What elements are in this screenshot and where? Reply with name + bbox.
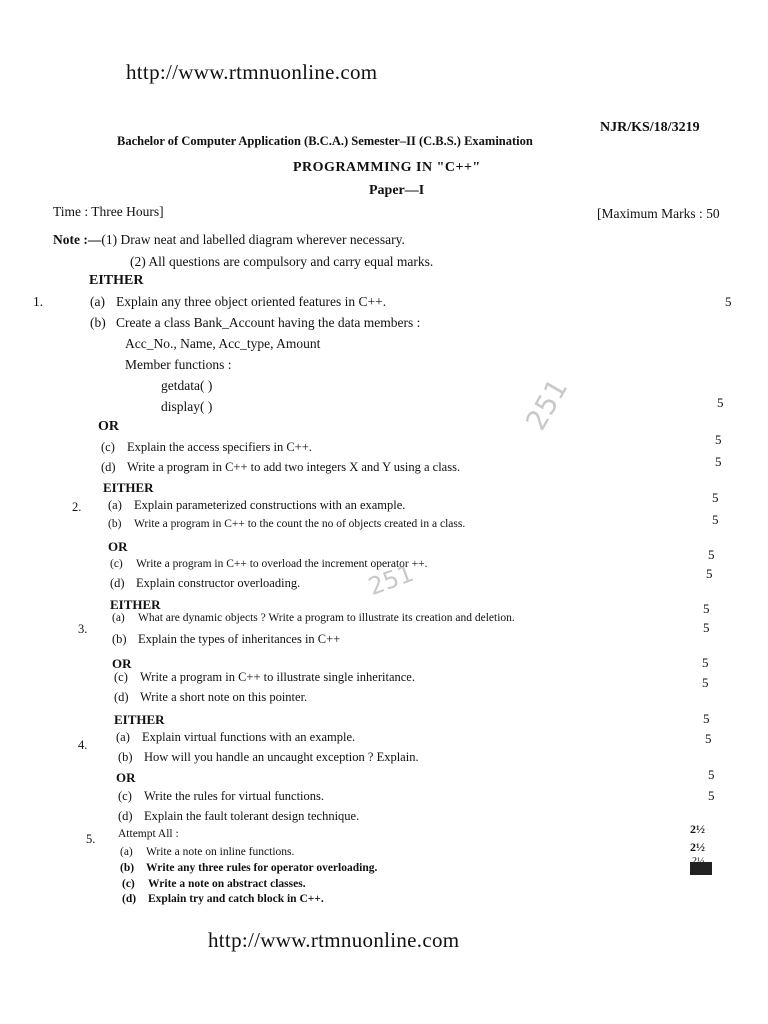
label: (b) <box>90 315 106 330</box>
q1b-functions-label: Member functions : <box>125 357 232 372</box>
marks: 5 <box>703 601 710 616</box>
question-text: Create a class Bank_Account having the data members : <box>116 315 421 330</box>
marks: 2½ <box>692 874 694 875</box>
question-text: Write a note on inline functions. <box>146 846 295 858</box>
marks: 2½ <box>690 840 705 854</box>
label: (c) <box>114 670 128 684</box>
question-1b <box>90 315 420 331</box>
question-text: Write a short note on this pointer. <box>140 690 308 704</box>
marks: 5 <box>725 294 732 309</box>
handwritten-stamp: 251 <box>519 373 575 436</box>
question-5-heading: Attempt All : <box>118 828 179 840</box>
handwritten-stamp: 251 <box>364 559 418 601</box>
question-text: Explain any three object oriented features in C++. <box>116 294 387 309</box>
question-5-number: 5. <box>86 832 96 846</box>
question-text: Write a program in C++ to overload the increment operator ++. <box>136 558 428 570</box>
label: (d) <box>101 460 116 474</box>
question-3a <box>112 612 515 624</box>
q1b-getdata: getdata( ) <box>161 378 213 393</box>
question-text: Explain parameterized constructions with an example. <box>134 498 406 512</box>
label: (b) <box>112 632 127 646</box>
either-heading: EITHER <box>114 712 165 727</box>
question-4-number: 4. <box>78 738 88 752</box>
question-4b <box>118 750 419 765</box>
marks: 5 <box>712 512 719 527</box>
smudge-mark <box>690 862 712 875</box>
label: (a) <box>108 498 122 512</box>
marks: 5 <box>702 675 709 690</box>
q1b-display: display( ) <box>161 399 213 414</box>
question-text: Explain the fault tolerant design technique. <box>144 809 360 823</box>
q1b-members: Acc_No., Name, Acc_type, Amount <box>125 336 321 351</box>
question-4a <box>116 730 355 745</box>
question-text: Write a program in C++ to add two integers X and Y using a class. <box>127 460 461 474</box>
question-text: Write a program in C++ to illustrate single inheritance. <box>140 670 415 684</box>
label: (c) <box>122 878 135 890</box>
paper-code: NJR/KS/18/3219 <box>600 120 700 135</box>
footer-url: http://www.rtmnuonline.com <box>208 928 460 952</box>
question-1-number: 1. <box>33 294 44 309</box>
marks: 5 <box>717 395 724 410</box>
header-url: http://www.rtmnuonline.com <box>126 60 378 84</box>
either-heading: EITHER <box>89 273 144 288</box>
or-heading: OR <box>112 656 132 671</box>
question-2b <box>108 518 465 530</box>
question-4d <box>118 809 359 824</box>
question-text: Write a program in C++ to the count the no of objects created in a class. <box>134 518 466 530</box>
subject-title: PROGRAMMING IN "C++" <box>293 160 481 175</box>
note-2: (2) All questions are compulsory and carry equal marks. <box>130 254 434 269</box>
question-5b <box>120 862 377 874</box>
question-text: Explain virtual functions with an example. <box>142 730 356 744</box>
label: (c) <box>118 789 132 803</box>
note-label: Note :— <box>53 232 102 247</box>
either-heading: EITHER <box>110 597 161 612</box>
question-text: What are dynamic objects ? Write a program to illustrate its creation and deletion. <box>138 612 515 624</box>
question-text: Explain try and catch block in C++. <box>148 893 324 905</box>
label: (d) <box>122 893 137 905</box>
note-1: (1) Draw neat and labelled diagram wherever necessary. <box>101 232 405 247</box>
marks: 5 <box>708 767 715 782</box>
question-3-number: 3. <box>78 622 88 636</box>
label: (a) <box>116 730 130 744</box>
question-4c <box>118 789 324 804</box>
exam-title: Bachelor of Computer Application (B.C.A.) Semester–II (C.B.S.) Examination <box>117 134 533 148</box>
question-5c <box>122 878 306 890</box>
paper-number: Paper—I <box>369 183 425 198</box>
question-text: Explain the access specifiers in C++. <box>127 440 312 454</box>
question-1a <box>90 294 386 310</box>
marks: 2½ <box>690 822 705 836</box>
note-block <box>53 232 405 248</box>
question-text: Write the rules for virtual functions. <box>144 789 324 803</box>
or-heading: OR <box>116 770 136 785</box>
question-2d <box>110 576 300 591</box>
marks: 5 <box>708 788 715 803</box>
marks: 5 <box>708 547 715 562</box>
question-text: Explain constructor overloading. <box>136 576 301 590</box>
question-5d <box>122 893 324 905</box>
label: (b) <box>118 750 133 764</box>
marks: 5 <box>712 490 719 505</box>
marks: 5 <box>715 432 722 447</box>
question-3c <box>114 670 415 685</box>
label: (d) <box>118 809 133 823</box>
question-1d <box>101 460 460 475</box>
label: (d) <box>110 576 125 590</box>
question-2-number: 2. <box>72 500 82 514</box>
label: (d) <box>114 690 129 704</box>
marks: 5 <box>703 711 710 726</box>
question-text: Write any three rules for operator overloading. <box>146 862 378 874</box>
label: (a) <box>112 612 125 624</box>
marks: 5 <box>705 731 712 746</box>
question-1c <box>101 440 312 455</box>
question-3d <box>114 690 307 705</box>
question-3b <box>112 632 340 647</box>
label: (b) <box>120 862 135 874</box>
question-text: Explain the types of inheritances in C++ <box>138 632 341 646</box>
question-text: Write a note on abstract classes. <box>148 878 306 890</box>
or-heading: OR <box>108 539 128 554</box>
label: (c) <box>101 440 115 454</box>
marks: 5 <box>706 566 713 581</box>
marks: 5 <box>715 454 722 469</box>
label: (a) <box>90 294 105 309</box>
time-duration: Time : Three Hours] <box>53 204 164 219</box>
marks: 5 <box>703 620 710 635</box>
max-marks: [Maximum Marks : 50 <box>597 206 720 221</box>
question-5a <box>120 846 294 858</box>
label: (a) <box>120 846 133 858</box>
label: (b) <box>108 518 122 530</box>
either-heading: EITHER <box>103 480 154 495</box>
question-2a <box>108 498 405 513</box>
or-heading: OR <box>98 419 119 434</box>
label: (c) <box>110 558 123 570</box>
marks: 5 <box>702 655 709 670</box>
question-text: How will you handle an uncaught exception ? Explain. <box>144 750 419 764</box>
